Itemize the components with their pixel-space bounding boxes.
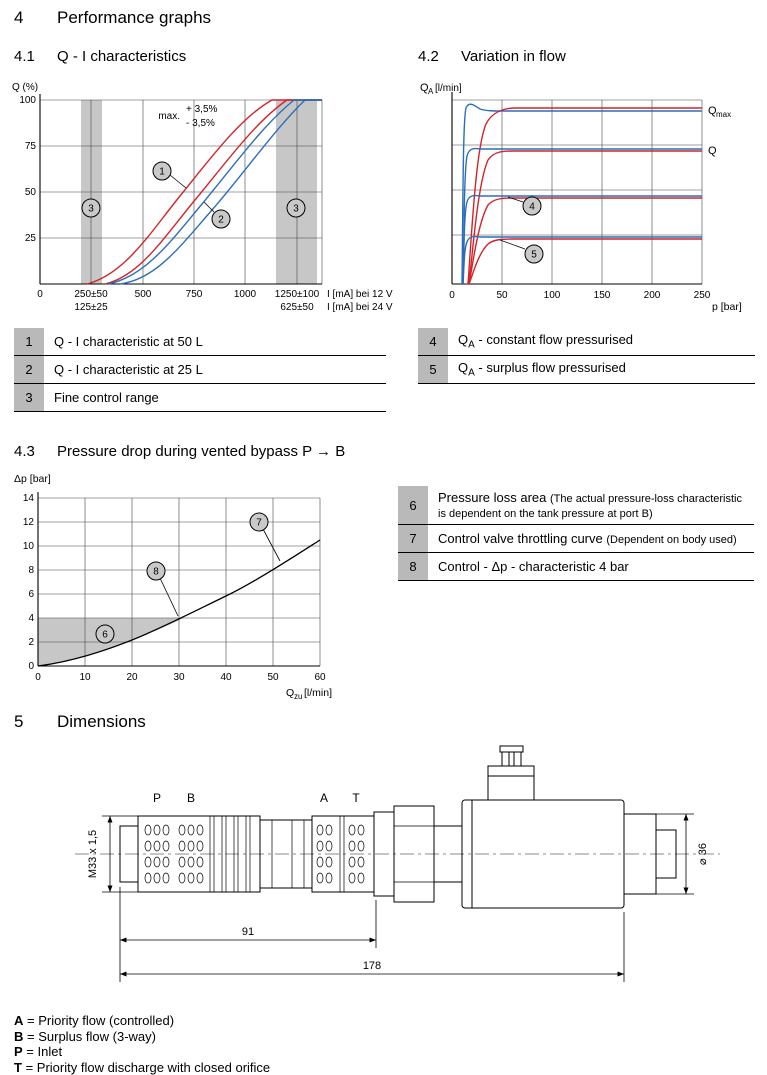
chart-q-i-characteristics bbox=[10, 78, 402, 324]
qmax-label: Q bbox=[708, 105, 717, 117]
legend-number-cell: 1 bbox=[14, 328, 44, 355]
port-legend-b: B = Surplus flow (3-way) bbox=[14, 1028, 156, 1044]
callout-3-number-left: 3 bbox=[88, 203, 94, 215]
dimension-91-label: 91 bbox=[241, 926, 255, 938]
chart42-xtick-50: 50 bbox=[496, 290, 508, 301]
ytick-12: 12 bbox=[22, 517, 34, 528]
legend-text: Pressure loss area (The actual pressure-loss characteristic is dependent on the tank pressure at port B) bbox=[438, 490, 742, 520]
callout-3-number-right: 3 bbox=[293, 203, 299, 215]
section-5-title: Dimensions bbox=[57, 712, 146, 731]
section-4-3-title: Pressure drop during vented bypass P → B bbox=[57, 443, 346, 460]
qmax-label-sub: max bbox=[716, 110, 732, 119]
chart42-y-label-q: Q bbox=[420, 82, 429, 94]
legend-number-cell: 4 bbox=[418, 328, 448, 355]
chart43-x-label-unit: [l/min] bbox=[304, 687, 333, 699]
callout-8-number: 8 bbox=[153, 566, 159, 578]
max-label: max. bbox=[158, 111, 180, 122]
callout-8-leader bbox=[160, 578, 178, 616]
legend-number-cell: 6 bbox=[398, 486, 428, 524]
section-4-3-number: 4.3 bbox=[14, 443, 35, 460]
port-legend-t: T = Priority flow discharge with closed orifice bbox=[14, 1059, 271, 1075]
callout-4-number: 4 bbox=[529, 201, 535, 213]
chart43-xtick-0: 0 bbox=[35, 672, 41, 683]
curve-q-red bbox=[469, 151, 702, 284]
dimensions-drawing bbox=[20, 742, 750, 1010]
legend-row-1 bbox=[14, 328, 386, 356]
legend-number-cell: 3 bbox=[14, 384, 44, 411]
section-4-3-heading bbox=[14, 443, 345, 460]
ytick-4: 4 bbox=[28, 613, 34, 624]
ytick-10: 10 bbox=[22, 541, 34, 552]
chart42-xtick-0: 0 bbox=[449, 290, 455, 301]
chart42-x-axis-label: p [bar] bbox=[712, 301, 742, 313]
x-unit-12v: I [mA] bei 12 V bbox=[327, 289, 393, 300]
legend-text: $Q_A$ - surplus flow pressurised bbox=[458, 360, 626, 379]
chart42-xtick-150: 150 bbox=[593, 290, 611, 301]
diameter-label: ⌀ 36 bbox=[697, 843, 709, 865]
ytick-14: 14 bbox=[22, 493, 34, 504]
legend-row-4 bbox=[418, 328, 755, 356]
legend-row-7 bbox=[398, 525, 754, 553]
callout-5-leader bbox=[500, 240, 525, 249]
ytick-2: 2 bbox=[28, 637, 34, 648]
ytick-6: 6 bbox=[28, 589, 34, 600]
callout-1-leader bbox=[170, 175, 186, 188]
legend-text: Q - I characteristic at 50 L bbox=[54, 334, 203, 349]
chart43-x-label-q: Q bbox=[286, 687, 295, 699]
legend-row-6 bbox=[398, 486, 754, 525]
xtick2-625: 625±50 bbox=[280, 302, 314, 313]
tolerance-plus-label: + 3,5% bbox=[186, 104, 218, 115]
chart43-xtick-50: 50 bbox=[267, 672, 279, 683]
legend-number-cell: 8 bbox=[398, 553, 428, 580]
chart43-xtick-20: 20 bbox=[126, 672, 138, 683]
port-label-a: A bbox=[319, 791, 329, 805]
callout-6-number: 6 bbox=[102, 629, 108, 641]
curve-surplus-flow-red bbox=[469, 239, 702, 284]
callout-2-number: 2 bbox=[218, 214, 224, 226]
port-label-p: P bbox=[152, 791, 162, 805]
legend-text: Fine control range bbox=[54, 390, 159, 405]
chart43-y-axis-label: Δp [bar] bbox=[14, 473, 51, 485]
dimension-178-label: 178 bbox=[362, 960, 382, 972]
legend-row-8 bbox=[398, 553, 754, 581]
legend-table-pressure-drop bbox=[398, 486, 754, 581]
ytick-50: 50 bbox=[24, 187, 36, 198]
port-label-t: T bbox=[352, 791, 360, 805]
xtick-0: 0 bbox=[37, 289, 43, 300]
callout-7-leader bbox=[263, 529, 280, 561]
chart42-xtick-250: 250 bbox=[693, 290, 711, 301]
section-4-1-number: 4.1 bbox=[14, 48, 35, 65]
q-label: Q bbox=[708, 145, 717, 157]
ytick-0: 0 bbox=[28, 661, 34, 672]
thread-label: M33 x 1,5 bbox=[87, 829, 99, 879]
chart42-xtick-100: 100 bbox=[543, 290, 561, 301]
chart43-x-label-sub: zu bbox=[294, 692, 303, 701]
port-legend-p: P = Inlet bbox=[14, 1044, 63, 1059]
section-4-2-title: Variation in flow bbox=[461, 48, 566, 65]
legend-table-variation bbox=[418, 328, 755, 384]
section-4-1-heading bbox=[14, 48, 186, 65]
x-unit-24v: I [mA] bei 24 V bbox=[327, 302, 393, 313]
chart42-gridlines bbox=[452, 100, 702, 284]
callout-5-number: 5 bbox=[531, 249, 537, 261]
ytick-100: 100 bbox=[19, 95, 36, 106]
section-4-2-heading bbox=[418, 48, 566, 65]
section-4-title: Performance graphs bbox=[57, 8, 212, 27]
legend-row-5 bbox=[418, 356, 755, 384]
legend-row-3 bbox=[14, 384, 386, 412]
section-4-1-title: Q - I characteristics bbox=[57, 48, 187, 65]
port-legend-a: A = Priority flow (controlled) bbox=[14, 1013, 175, 1028]
ytick-75: 75 bbox=[24, 141, 36, 152]
section-4-number: 4 bbox=[14, 8, 24, 27]
chart-pressure-drop bbox=[10, 468, 365, 706]
section-5-heading bbox=[14, 712, 146, 732]
callout-1-number: 1 bbox=[159, 166, 165, 178]
legend-text: $Q_A$ - constant flow pressurised bbox=[458, 332, 634, 351]
chart43-xtick-10: 10 bbox=[79, 672, 91, 683]
section-4-2-number: 4.2 bbox=[418, 48, 439, 65]
callout-2-leader bbox=[204, 202, 214, 212]
ytick-25: 25 bbox=[24, 233, 36, 244]
chart42-y-label-sub: A bbox=[428, 87, 434, 96]
curve-qmax-blue bbox=[462, 104, 702, 284]
callout-7-number: 7 bbox=[256, 517, 262, 529]
legend-table-q-i bbox=[14, 328, 386, 412]
chart42-y-label-unit: [l/min] bbox=[435, 83, 462, 94]
xtick-750: 750 bbox=[185, 289, 203, 300]
legend-text: Control - Δp - characteristic 4 bar bbox=[438, 559, 629, 574]
xtick-1000: 1000 bbox=[233, 289, 257, 300]
legend-number-cell: 5 bbox=[418, 356, 448, 383]
curve-surplus-flow-blue bbox=[463, 237, 702, 284]
section-5-number: 5 bbox=[14, 712, 24, 731]
section-4-heading bbox=[14, 8, 211, 28]
chart42-axes bbox=[452, 92, 702, 284]
legend-text: Control valve throttling curve (Dependent on body used) bbox=[438, 531, 737, 546]
tolerance-minus-label: - 3,5% bbox=[186, 118, 215, 129]
chart42-xtick-200: 200 bbox=[643, 290, 661, 301]
xtick-250: 250±50 bbox=[74, 289, 108, 300]
legend-text: Q - I characteristic at 25 L bbox=[54, 362, 203, 377]
port-legend bbox=[14, 1013, 270, 1075]
legend-row-2 bbox=[14, 356, 386, 384]
legend-number-cell: 2 bbox=[14, 356, 44, 383]
xtick-500: 500 bbox=[134, 289, 152, 300]
xtick2-125: 125±25 bbox=[74, 302, 108, 313]
port-label-b: B bbox=[186, 791, 196, 805]
curve-q-blue bbox=[463, 149, 702, 284]
ytick-8: 8 bbox=[28, 565, 34, 576]
chart43-xtick-30: 30 bbox=[173, 672, 185, 683]
chart-variation-in-flow bbox=[412, 78, 762, 324]
xtick-1250: 1250±100 bbox=[274, 289, 320, 300]
chart41-y-axis-label: Q (%) bbox=[12, 82, 39, 93]
connector bbox=[488, 746, 534, 800]
legend-number-cell: 7 bbox=[398, 525, 428, 552]
chart43-xtick-60: 60 bbox=[314, 672, 326, 683]
chart43-xtick-40: 40 bbox=[220, 672, 232, 683]
